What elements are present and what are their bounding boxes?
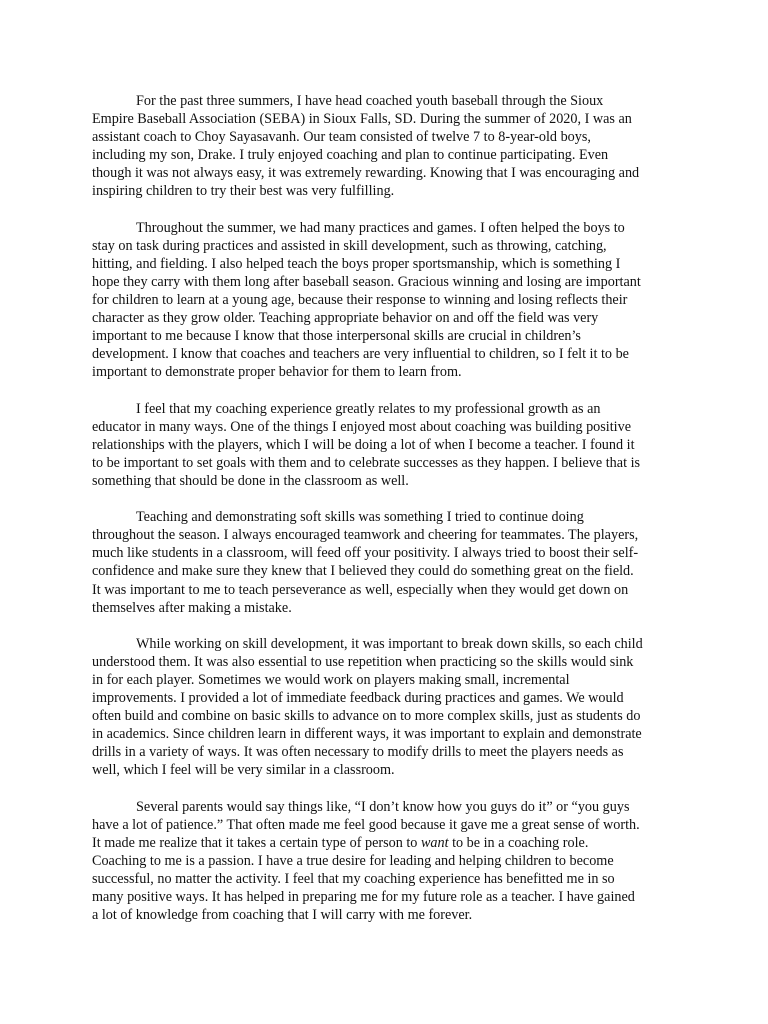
text-line: well, which I feel will be very similar in a classroom.	[92, 762, 395, 779]
text-line: drills in a variety of ways. It was often necessary to modify drills to meet the players needs as	[92, 744, 624, 761]
paragraph-1	[92, 92, 678, 201]
emphasized-word: want	[420, 834, 449, 851]
text-line: assistant coach to Choy Sayasavanh. Our team consisted of twelve 7 to 8-year-old boys,	[92, 129, 591, 146]
text-line: For the past three summers, I have head coached youth baseball through the Sioux	[136, 93, 604, 109]
text-line: though it was not always easy, it was extremely rewarding. Knowing that I was encouraging and	[92, 165, 640, 182]
text-line: relationships with the players, which I will be doing a lot of when I become a teacher. I found it	[92, 436, 635, 453]
text-line: often build and combine on basic skills to advance on to more complex skills, just as students do	[92, 708, 641, 725]
text-line: Coaching to me is a passion. I have a true desire for leading and helping children to become	[92, 852, 614, 869]
text-line: in for each player. Sometimes we would work on players making small, incremental	[92, 672, 570, 688]
text-line: improvements. I provided a lot of immediate feedback during practices and games. We would	[92, 690, 624, 707]
text-line: While working on skill development, it was important to break down skills, so each child	[136, 635, 643, 652]
text-line: Several parents would say things like, “I don’t know how you guys do it” or “you guys	[136, 798, 630, 815]
text-line: character as they grow older. Teaching appropriate behavior on and off the field was very	[92, 310, 599, 327]
text-line: inspiring children to try their best was very fulfilling.	[92, 183, 395, 200]
paragraph-3	[92, 400, 678, 490]
text-line: something that should be done in the classroom as well.	[92, 472, 409, 489]
text-line: confidence and make sure they knew that I believed they could do something great on the field.	[92, 563, 634, 580]
paragraph-2	[92, 219, 678, 382]
text-line: understood them. It was also essential to use repetition when practicing so the skills would sink	[92, 653, 634, 670]
text-line: to be important to set goals with them and to celebrate successes as they happen. I believe that is	[92, 454, 641, 471]
text-line: development. I know that coaches and teachers are very influential to children, so I felt it to be	[92, 346, 629, 363]
text-segment: It made me realize that it takes a certain type of person to	[92, 834, 421, 851]
essay-body	[92, 92, 678, 924]
text-segment: to be in a coaching role.	[448, 834, 589, 851]
paragraph-6	[92, 798, 678, 925]
paragraph-5	[92, 635, 678, 780]
text-line: educator in many ways. One of the things I enjoyed most about coaching was building positive	[92, 418, 632, 435]
text-line: Throughout the summer, we had many practices and games. I often helped the boys to	[136, 219, 625, 236]
text-line: many positive ways. It has helped in preparing me for my future role as a teacher. I have gained	[92, 889, 635, 906]
text-line: have a lot of patience.” That often made me feel good because it gave me a great sense of worth.	[92, 816, 640, 833]
text-line: themselves after making a mistake.	[92, 599, 292, 616]
text-line: for children to learn at a young age, because their response to winning and losing reflects their	[92, 292, 628, 309]
text-line: Teaching and demonstrating soft skills was something I tried to continue doing	[136, 509, 584, 526]
text-line	[92, 834, 678, 852]
text-line: Empire Baseball Association (SEBA) in Sioux Falls, SD. During the summer of 2020, I was an	[92, 111, 632, 128]
text-line: much like students in a classroom, will feed off your positivity. I always tried to boost their self-	[92, 545, 639, 562]
text-line: including my son, Drake. I truly enjoyed coaching and plan to continue participating. Even	[92, 147, 609, 164]
text-line: important to me because I know that those interpersonal skills are crucial in children’s	[92, 328, 581, 345]
text-line: hope they carry with them long after baseball season. Gracious winning and losing are important	[92, 273, 641, 290]
text-line: stay on task during practices and assisted in skill development, such as throwing, catching,	[92, 237, 607, 254]
text-line: successful, no matter the activity. I feel that my coaching experience has benefitted me in so	[92, 871, 615, 888]
text-line: a lot of knowledge from coaching that I will carry with me forever.	[92, 907, 473, 924]
paragraph-4	[92, 508, 678, 617]
text-line: in academics. Since children learn in different ways, it was important to explain and demonstrate	[92, 726, 642, 743]
text-line: throughout the season. I always encouraged teamwork and cheering for teammates. The players,	[92, 527, 639, 544]
text-line: hitting, and fielding. I also helped teach the boys proper sportsmanship, which is something I	[92, 255, 621, 272]
text-line: important to demonstrate proper behavior for them to learn from.	[92, 364, 462, 381]
text-line: It was important to me to teach perseverance as well, especially when they would get down on	[92, 581, 629, 598]
text-line: I feel that my coaching experience greatly relates to my professional growth as an	[136, 400, 601, 417]
